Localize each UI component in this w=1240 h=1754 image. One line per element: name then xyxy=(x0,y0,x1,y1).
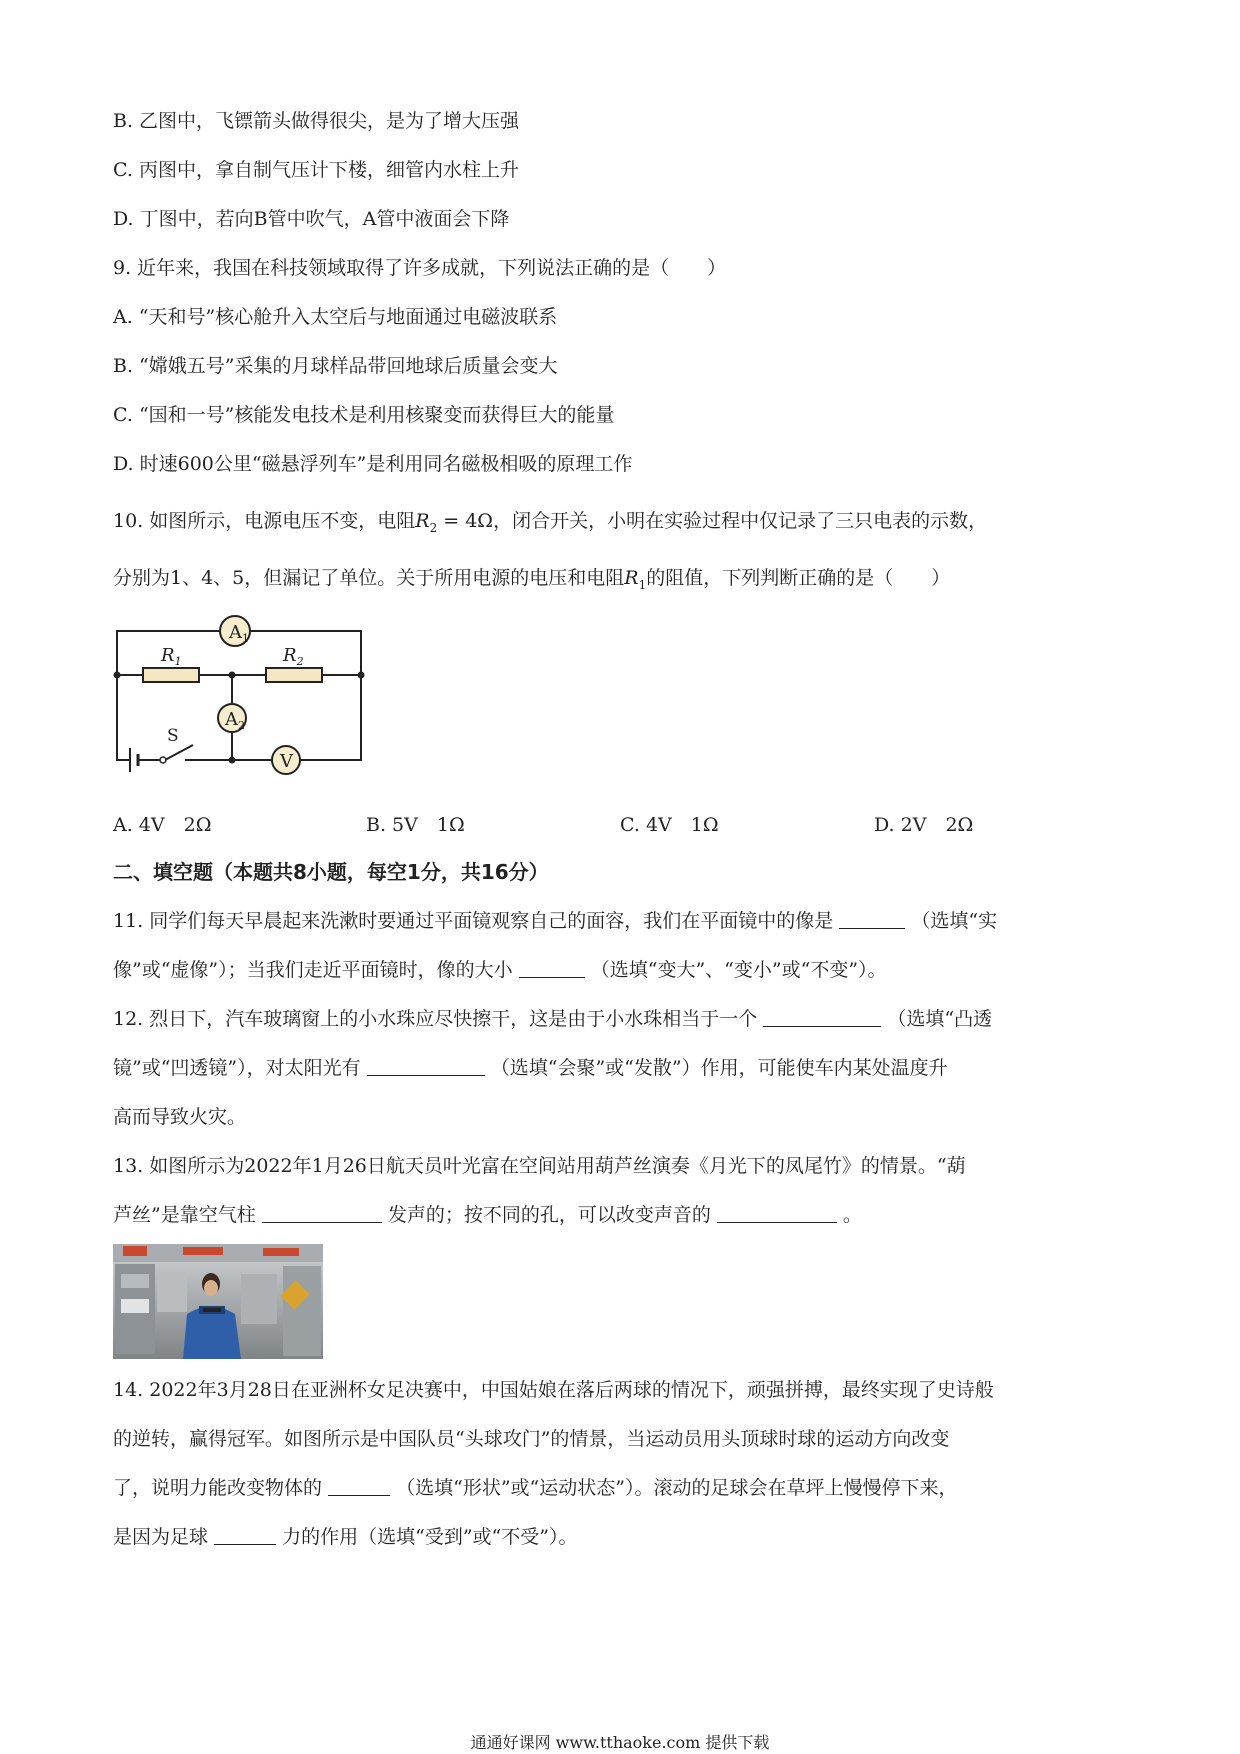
q9-option-a: A. “天和号”核心舱升入太空后与地面通过电磁波联系 xyxy=(113,306,558,328)
v-label: V xyxy=(280,751,293,772)
q13-blank-2 xyxy=(717,1204,837,1223)
section-title: 二、填空题（本题共8小题，每空1分，共16分） xyxy=(113,860,549,884)
q11-line1: 11. 同学们每天早晨起来洗漱时要通过平面镜观察自己的面容，我们在平面镜中的像是 （选填“实 xyxy=(113,910,998,932)
switch-label: S xyxy=(167,726,179,746)
q10-option-d: D. 2V 2Ω xyxy=(874,814,974,836)
a1-label: $A_1$ xyxy=(229,622,249,645)
r1-label: $R_1$ xyxy=(161,645,182,668)
resistor-r2 xyxy=(266,668,322,682)
q10-option-c: C. 4V 1Ω xyxy=(620,814,719,836)
q8-option-b: B. 乙图中，飞镖箭头做得很尖，是为了增大压强 xyxy=(113,110,520,132)
q8-option-d: D. 丁图中，若向B管中吹气，A管中液面会下降 xyxy=(113,208,510,230)
q12-line1: 12. 烈日下，汽车玻璃窗上的小水珠应尽快擦干，这是由于小水珠相当于一个 （选填“凸透 xyxy=(113,1008,993,1030)
q12-line2: 镜”或“凹透镜”），对太阳光有 （选填“会聚”或“发散”）作用，可能使车内某处温度升 xyxy=(113,1057,948,1079)
q13-line1: 13. 如图所示为2022年1月26日航天员叶光富在空间站用葫芦丝演奏《月光下的凤尾竹》的情景。“葫 xyxy=(113,1155,966,1177)
q11-blank-1 xyxy=(839,910,905,929)
q14-line3: 了，说明力能改变物体的 （选填“形状”或“运动状态”）。滚动的足球会在草坪上慢慢停下来， xyxy=(113,1477,958,1499)
q12-line3: 高而导致火灾。 xyxy=(113,1106,247,1128)
page-footer: 通通好课网 www.tthaoke.com 提供下载 xyxy=(470,1733,770,1752)
q10-option-a: A. 4V 2Ω xyxy=(113,814,212,836)
q10-stem-line1: 10. 如图所示，电源电压不变，电阻$R_2 = 4\Omega$，闭合开关，小明在实验过程中仅记录了三只电表的示数， xyxy=(113,510,988,535)
q9-option-c: C. “国和一号”核能发电技术是利用核聚变而获得巨大的能量 xyxy=(113,404,615,426)
q10-stem-line2: 分别为1、4、5，但漏记了单位。关于所用电源的电压和电阻$R_1$的阻值，下列判断正确的是（ ） xyxy=(113,567,951,592)
q12-blank-1 xyxy=(763,1008,881,1027)
q13-blank-1 xyxy=(262,1204,382,1223)
circuit-diagram xyxy=(105,605,375,790)
q14-blank-2 xyxy=(214,1526,276,1545)
q11-blank-2 xyxy=(519,959,585,978)
q13-line2: 芦丝”是靠空气柱 发声的；按不同的孔，可以改变声音的 。 xyxy=(113,1204,862,1226)
q14-line4: 是因为足球 力的作用（选填“受到”或“不受”）。 xyxy=(113,1526,578,1548)
resistor-r1 xyxy=(143,668,199,682)
q14-line2: 的逆转，赢得冠军。如图所示是中国队员“头球攻门”的情景，当运动员用头顶球时球的运动方向改变 xyxy=(113,1428,950,1450)
q11-line2: 像”或“虚像”）；当我们走近平面镜时，像的大小 （选填“变大”、“变小”或“不变”）。 xyxy=(113,959,887,981)
astronaut-photo xyxy=(113,1244,323,1359)
q8-option-c: C. 丙图中，拿自制气压计下楼，细管内水柱上升 xyxy=(113,159,519,181)
q10-option-b: B. 5V 1Ω xyxy=(366,814,465,836)
q9-stem: 9. 近年来，我国在科技领域取得了许多成就，下列说法正确的是（ ） xyxy=(113,257,727,279)
q9-option-d: D. 时速600公里“磁悬浮列车”是利用同名磁极相吸的原理工作 xyxy=(113,453,633,475)
q12-blank-2 xyxy=(367,1057,485,1076)
q9-option-b: B. “嫦娥五号”采集的月球样品带回地球后质量会变大 xyxy=(113,355,558,377)
a2-label: $A_2$ xyxy=(225,709,245,732)
q14-blank-1 xyxy=(328,1477,390,1496)
r2-label: $R_2$ xyxy=(283,645,304,668)
q14-line1: 14. 2022年3月28日在亚洲杯女足决赛中，中国姑娘在落后两球的情况下，顽强拼搏，最终实现了史诗般 xyxy=(113,1379,994,1401)
